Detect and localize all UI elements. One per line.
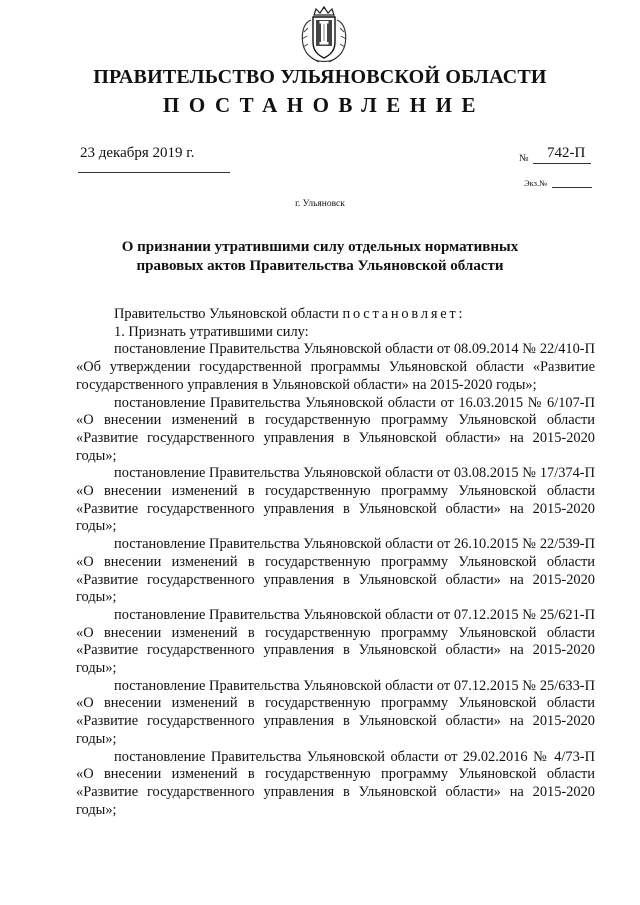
intro-decree: постановляет:	[342, 306, 466, 322]
city: г. Ульяновск	[295, 199, 345, 209]
document-type: ПОСТАНОВЛЕНИЕ	[163, 93, 485, 117]
document-body	[76, 306, 595, 819]
copy-number	[524, 178, 594, 192]
intro-paragraph	[76, 306, 595, 324]
number-underline	[533, 163, 591, 164]
list-item: постановление Правительства Ульяновской области от 26.10.2015 № 22/539-П «О внесении изменений в государственную программу Ульяновской области «Развитие государственного управления в Ульяновской области» на 2015-2020 годы»;	[76, 536, 595, 606]
list-item: постановление Правительства Ульяновской области от 03.08.2015 № 17/374-П «О внесении изменений в государственную программу Ульяновской области «Развитие государственного управления в Ульяновской области» на 2015-2020 годы»;	[76, 465, 595, 535]
document-subject: О признании утратившими силу отдельных нормативных правовых актов Правительства Ульяновской области	[121, 239, 519, 274]
date-underline	[78, 172, 230, 173]
clause-1: 1. Признать утратившими силу:	[114, 323, 309, 340]
coat-of-arms-icon	[297, 6, 351, 64]
list-item: постановление Правительства Ульяновской области от 08.09.2014 № 22/410-П «Об утверждении государственной программы Ульяновской области «Развитие государственного управления в Ульяновской области» на 2015-2020 годы»;	[76, 341, 595, 393]
list-item: постановление Правительства Ульяновской области от 29.02.2016 № 4/73-П «О внесении изменений в государственную программу Ульяновской области «Развитие государственного управления в Ульяновской области» на 2015-2020 годы»;	[76, 748, 595, 818]
document-date: 23 декабря 2019 г.	[80, 145, 195, 161]
list-item: постановление Правительства Ульяновской области от 07.12.2015 № 25/633-П «О внесении изменений в государственную программу Ульяновской области «Развитие государственного управления в Ульяновской области» на 2015-2020 годы»;	[76, 677, 595, 747]
organization-name: ПРАВИТЕЛЬСТВО УЛЬЯНОВСКОЙ ОБЛАСТИ	[93, 66, 547, 88]
copy-underline	[552, 187, 592, 188]
number-value: 742-П	[547, 145, 586, 161]
list-item: постановление Правительства Ульяновской области от 07.12.2015 № 25/621-П «О внесении изменений в государственную программу Ульяновской области «Развитие государственного управления в Ульяновской области» на 2015-2020 годы»;	[76, 606, 595, 677]
copy-label: Экз.№	[524, 178, 548, 188]
document-number	[519, 145, 594, 167]
list-item: постановление Правительства Ульяновской области от 16.03.2015 № 6/107-П «О внесении изменений в государственную программу Ульяновской области «Развитие государственного управления в Ульяновской области» на 2015-2020 годы»;	[76, 394, 595, 464]
number-prefix: №	[519, 153, 529, 164]
intro-lead: Правительство Ульяновской области	[114, 306, 343, 322]
